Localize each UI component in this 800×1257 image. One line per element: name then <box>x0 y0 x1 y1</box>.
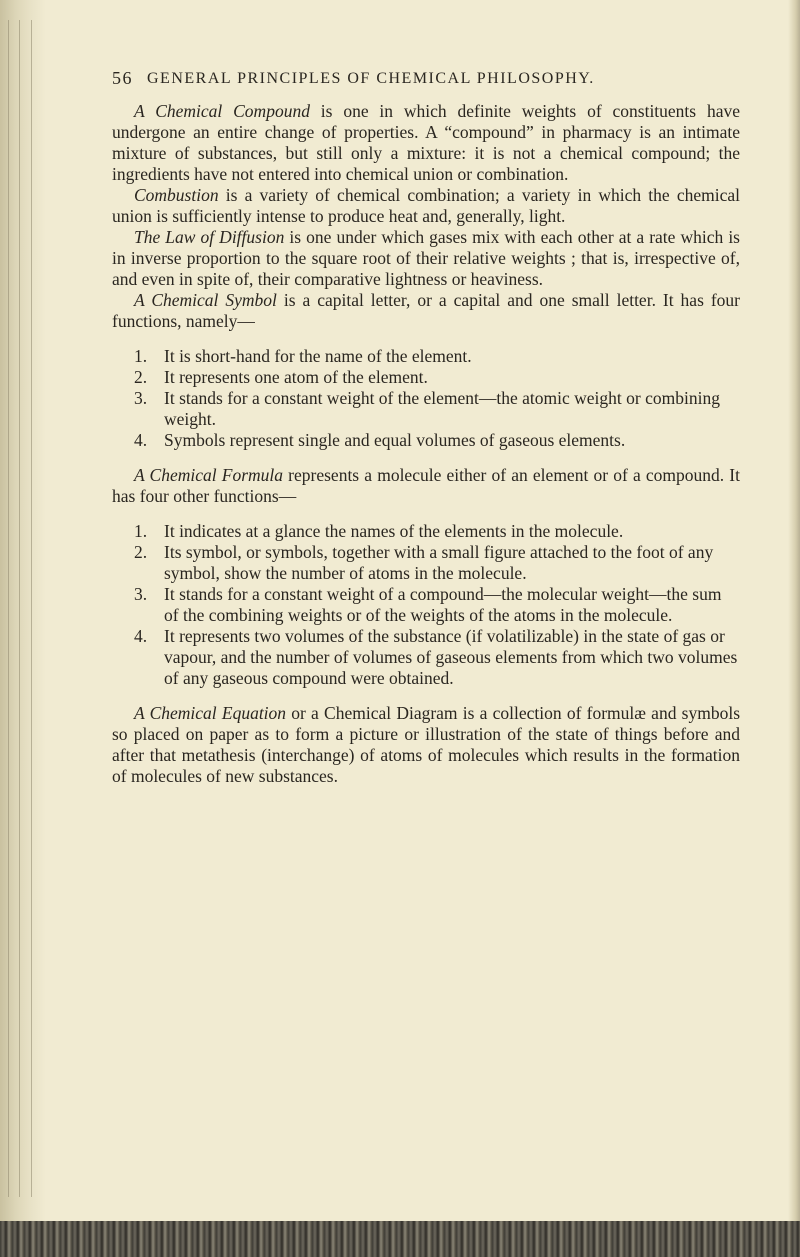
paragraph-compound <box>112 101 740 185</box>
list-item <box>112 626 740 689</box>
term-law-of-diffusion: The Law of Diffusion <box>134 227 285 247</box>
list-text: It represents two volumes of the substance (if volatilizable) in the state of gas or vapour, and the number of volumes of gaseous elements from which two volumes of any gaseous compound were obtained. <box>164 626 738 688</box>
page-edge <box>788 0 800 1257</box>
list-number: 2. <box>134 542 148 562</box>
definition-chemical-compound: is one in which definite weights of constituents have undergone an entire change of properties. A “compound” in pharmacy is an intimate mixture of substances, but still only a mixture: it is not a chemical compound; the ingredients have not entered into chemical union or combination. <box>112 101 740 184</box>
paragraph-formula <box>112 465 740 507</box>
list-number: 1. <box>134 521 148 541</box>
list-item <box>112 367 740 388</box>
list-text: It stands for a constant weight of a compound—the molecular weight—the sum of the combining weights or of the weights of the atoms in the molecule. <box>164 584 722 625</box>
term-chemical-symbol: A Chemical Symbol <box>134 290 277 310</box>
list-text: It is short-hand for the name of the element. <box>164 346 472 366</box>
list-number: 2. <box>134 367 148 387</box>
list-number: 4. <box>134 430 148 450</box>
definition-chemical-formula: represents a molecule either of an element or of a compound. It has four other functions— <box>112 465 740 506</box>
running-header <box>112 68 740 89</box>
list-item <box>112 346 740 367</box>
definition-chemical-symbol: is a capital letter, or a capital and one small letter. It has four functions, namely— <box>112 290 740 331</box>
symbol-functions-list <box>112 346 740 451</box>
list-number: 4. <box>134 626 148 646</box>
list-number: 3. <box>134 388 148 408</box>
spine-line <box>19 20 20 1197</box>
list-number: 3. <box>134 584 148 604</box>
list-number: 1. <box>134 346 148 366</box>
term-chemical-equation: A Chemical Equation <box>134 703 287 723</box>
list-item <box>112 430 740 451</box>
list-item <box>112 388 740 430</box>
running-title: GENERAL PRINCIPLES OF CHEMICAL PHILOSOPHY. <box>147 70 595 87</box>
list-item <box>112 542 740 584</box>
paragraph-combustion <box>112 185 740 227</box>
page-content <box>112 68 740 787</box>
list-text: Its symbol, or symbols, together with a small figure attached to the foot of any symbol, show the number of atoms in the molecule. <box>164 542 714 583</box>
spine-line <box>8 20 9 1197</box>
list-text: Symbols represent single and equal volumes of gaseous elements. <box>164 430 626 450</box>
list-text: It represents one atom of the element. <box>164 367 428 387</box>
list-item <box>112 584 740 626</box>
page-bottom-edge <box>0 1221 800 1257</box>
paragraph-equation <box>112 703 740 787</box>
page-number: 56 <box>112 68 133 88</box>
term-chemical-compound: A Chemical Compound <box>134 101 310 121</box>
term-chemical-formula: A Chemical Formula <box>134 465 284 485</box>
spine-line <box>31 20 32 1197</box>
definition-law-of-diffusion: is one under which gases mix with each other at a rate which is in inverse proportion to the square root of their relative weights ; that is, irrespective of, and even in spite of, their comparative lightness or heaviness. <box>112 227 740 289</box>
formula-functions-list <box>112 521 740 689</box>
list-item <box>112 521 740 542</box>
paragraph-diffusion <box>112 227 740 290</box>
term-combustion: Combustion <box>134 185 219 205</box>
list-text: It stands for a constant weight of the element—the atomic weight or combining weight. <box>164 388 720 429</box>
list-text: It indicates at a glance the names of the elements in the molecule. <box>164 521 624 541</box>
definition-chemical-equation: or a Chemical Diagram is a collection of formulæ and symbols so placed on paper as to form a picture or illustration of the state of things before and after that metathesis (interchange) of atoms of molecules which results in the formation of molecules of new substances. <box>112 703 741 786</box>
definition-combustion: is a variety of chemical combination; a variety in which the chemical union is sufficiently intense to produce heat and, generally, light. <box>112 185 740 226</box>
paragraph-symbol <box>112 290 740 332</box>
book-spine-shadow <box>0 0 46 1257</box>
